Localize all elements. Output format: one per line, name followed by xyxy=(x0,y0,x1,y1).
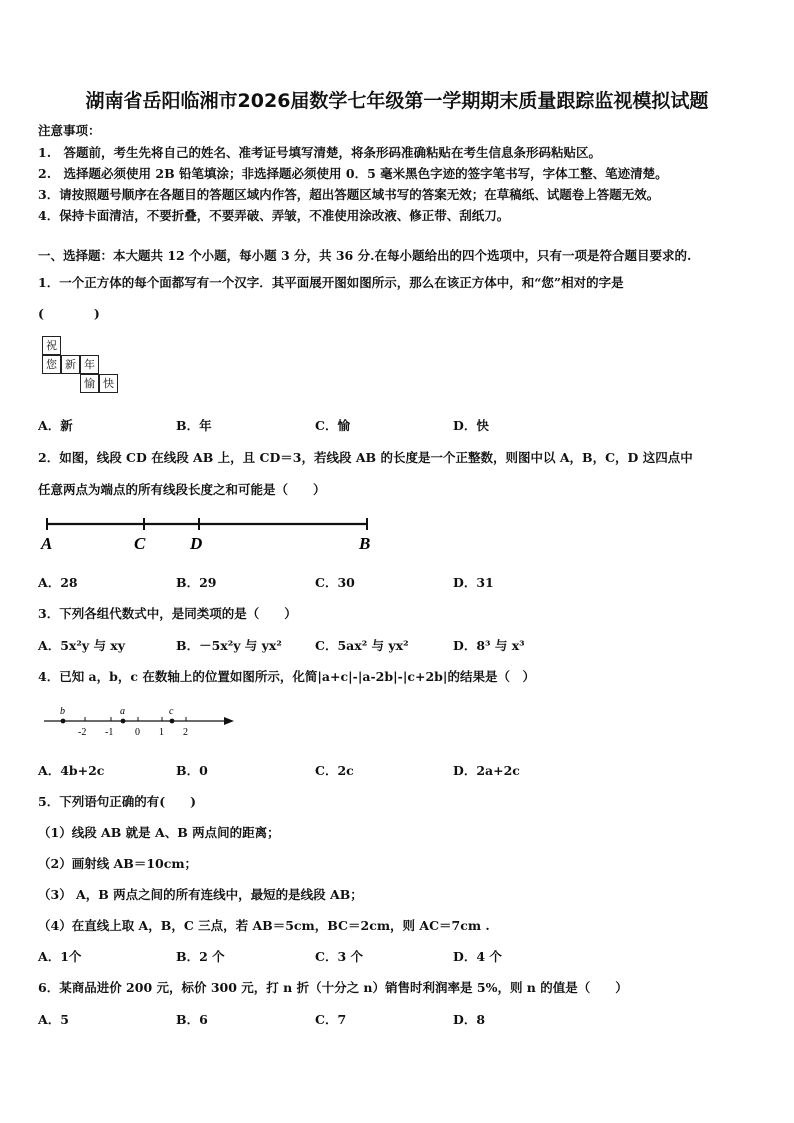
section-heading: 一、选择题：本大题共 12 个小题，每小题 3 分，共 36 分.在每小题给出的四个选项中，只有一项是符合题目要求的. xyxy=(38,248,692,263)
tick-label-neg1: -1 xyxy=(105,727,114,738)
q3-option-c[interactable]: C．5ax² 与 yx² xyxy=(315,638,409,653)
segment-diagram xyxy=(36,512,386,556)
net-cell-kuai: 快 xyxy=(99,374,118,393)
net-cell-yu: 愉 xyxy=(80,374,99,393)
arrow-right-icon xyxy=(224,717,234,725)
page-title: 湖南省岳阳临湘市2026届数学七年级第一学期期末质量跟踪监视模拟试题 xyxy=(85,90,709,112)
q4-stem: 4．已知 a，b，c 在数轴上的位置如图所示，化简|a+c|-|a-2b|-|c+2b|的结果是（ ） xyxy=(38,669,535,684)
notice-item-2: 2. 选择题必须使用 2B 铅笔填涂；非选择题必须使用 0．5 毫米黑色字迹的签字笔书写，字体工整、笔迹清楚。 xyxy=(38,166,668,181)
label-c: C xyxy=(134,534,146,553)
q5-item-4: （4）在直线上取 A，B，C 三点，若 AB＝5cm，BC＝2cm，则 AC＝7cm . xyxy=(38,918,490,933)
q6-option-c[interactable]: C．7 xyxy=(315,1012,347,1027)
q3-option-a[interactable]: A．5x²y 与 xy xyxy=(38,638,126,653)
q3-option-d[interactable]: D．8³ 与 x³ xyxy=(453,638,525,653)
q3-option-b[interactable]: B．－5x²y 与 yx² xyxy=(176,638,282,653)
q5-option-b[interactable]: B．2 个 xyxy=(176,949,225,964)
q4-option-a[interactable]: A．4b+2c xyxy=(38,763,105,778)
point-a xyxy=(121,719,126,724)
q1-option-d[interactable]: D．快 xyxy=(453,418,489,433)
q5-stem: 5．下列语句正确的有( ) xyxy=(38,794,197,809)
q1-option-c[interactable]: C．愉 xyxy=(315,418,350,433)
point-a-label: a xyxy=(120,706,125,717)
q2-option-b[interactable]: B．29 xyxy=(176,575,217,590)
q5-option-d[interactable]: D．4 个 xyxy=(453,949,502,964)
notice-heading: 注意事项： xyxy=(38,123,101,138)
tick-label-0: 0 xyxy=(135,727,140,738)
q5-item-3: （3） A，B 两点之间的所有连线中，最短的是线段 AB； xyxy=(38,887,363,902)
q1-option-b[interactable]: B．年 xyxy=(176,418,212,433)
notice-item-1: 1. 答题前，考生先将自己的姓名、准考证号填写清楚，将条形码准确粘贴在考生信息条形码粘贴区。 xyxy=(38,145,602,160)
point-b xyxy=(61,719,66,724)
q6-option-b[interactable]: B．6 xyxy=(176,1012,208,1027)
label-b: B xyxy=(359,534,371,553)
q1-option-a[interactable]: A．新 xyxy=(38,418,73,433)
q1-stem: 1．一个正方体的每个面都写有一个汉字．其平面展开图如图所示，那么在该正方体中，和“您”相对的字是 xyxy=(38,275,624,290)
label-d: D xyxy=(190,534,203,553)
q2-option-d[interactable]: D．31 xyxy=(453,575,494,590)
net-cell-zhu: 祝 xyxy=(42,336,61,355)
number-line xyxy=(40,701,240,739)
point-c-label: c xyxy=(169,706,174,717)
q5-option-a[interactable]: A．1个 xyxy=(38,949,82,964)
q6-option-d[interactable]: D．8 xyxy=(453,1012,486,1027)
tick-label-neg2: -2 xyxy=(78,727,87,738)
q2-option-a[interactable]: A．28 xyxy=(38,575,78,590)
q1-paren: ( ) xyxy=(38,306,100,321)
net-cell-xin: 新 xyxy=(61,355,80,374)
q5-item-1: （1）线段 AB 就是 A、B 两点间的距离； xyxy=(38,825,280,840)
q5-option-c[interactable]: C．3 个 xyxy=(315,949,363,964)
q6-stem: 6．某商品进价 200 元，标价 300 元，打 n 折（十分之 n）销售时利润率是 5%，则 n 的值是（ ） xyxy=(38,980,628,995)
tick-label-2: 2 xyxy=(183,727,188,738)
q4-option-c[interactable]: C．2c xyxy=(315,763,354,778)
q6-option-a[interactable]: A．5 xyxy=(38,1012,69,1027)
q2-stem-line1: 2．如图，线段 CD 在线段 AB 上，且 CD＝3，若线段 AB 的长度是一个正整数，则图中以 A，B，C，D 这四点中 xyxy=(38,450,693,465)
label-a: A xyxy=(41,534,53,553)
notice-item-4: 4．保持卡面清洁，不要折叠，不要弄破、弄皱，不准使用涂改液、修正带、刮纸刀。 xyxy=(38,208,510,223)
notice-item-3: 3．请按照题号顺序在各题目的答题区域内作答，超出答题区域书写的答案无效；在草稿纸、试题卷上答题无效。 xyxy=(38,187,660,202)
q4-option-b[interactable]: B．0 xyxy=(176,763,208,778)
net-cell-nian: 年 xyxy=(80,355,99,374)
q3-stem: 3．下列各组代数式中，是同类项的是（ ） xyxy=(38,606,297,621)
q2-stem-line2: 任意两点为端点的所有线段长度之和可能是（ ） xyxy=(38,482,326,497)
point-c xyxy=(170,719,175,724)
q4-option-d[interactable]: D．2a+2c xyxy=(453,763,520,778)
q2-option-c[interactable]: C．30 xyxy=(315,575,355,590)
q5-item-2: （2）画射线 AB＝10cm； xyxy=(38,856,198,871)
point-b-label: b xyxy=(60,706,65,717)
net-cell-nin: 您 xyxy=(42,355,61,374)
tick-label-1: 1 xyxy=(159,727,164,738)
